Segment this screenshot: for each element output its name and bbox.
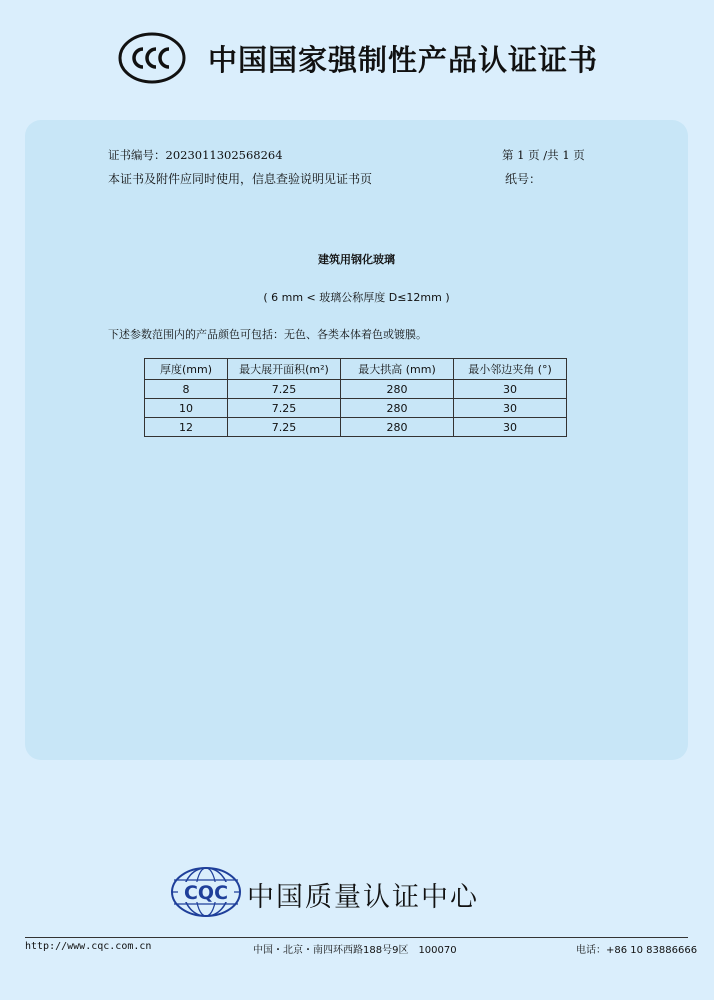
product-colors-note: 下述参数范围内的产品颜色可包括：无色、各类本体着色或镀膜。 [108, 328, 427, 341]
column-header-min-angle: 最小邻边夹角 (°) [454, 359, 567, 380]
usage-notice: 本证书及附件应同时使用，信息查验说明见证书页 [108, 172, 373, 186]
table-row [145, 418, 567, 437]
paper-number-label: 纸号： [505, 172, 542, 186]
table-cell: 30 [454, 418, 567, 437]
ccc-mark-icon [118, 32, 186, 84]
table-cell: 30 [454, 380, 567, 399]
cqc-logo-text: CQC [183, 882, 229, 904]
table-cell: 30 [454, 399, 567, 418]
column-header-thickness: 厚度(mm) [145, 359, 228, 380]
table-cell: 7.25 [228, 418, 341, 437]
footer-phone: 电话：+86 10 83886666 [576, 945, 698, 956]
table-cell: 12 [145, 418, 228, 437]
table-cell: 7.25 [228, 380, 341, 399]
table-cell: 280 [341, 418, 454, 437]
parameter-table [144, 358, 567, 437]
product-title: 建筑用钢化玻璃 [318, 253, 395, 266]
column-header-max-arch-height: 最大拱高 (mm) [341, 359, 454, 380]
certificate-number: 2023011302568264 [165, 148, 283, 162]
certificate-header [0, 0, 714, 115]
product-spec: ( 6 mm < 玻璃公称厚度 D≤12mm ) [263, 291, 450, 304]
table-row [145, 399, 567, 418]
footer-website: http://www.cqc.com.cn [25, 941, 152, 952]
footer-address: 中国・北京・南四环西路188号9区 100070 [253, 945, 457, 956]
table-cell: 8 [145, 380, 228, 399]
certificate-body [25, 120, 688, 760]
table-header-row [145, 359, 567, 380]
column-header-max-area: 最大展开面积(m²) [228, 359, 341, 380]
footer-divider [25, 937, 688, 938]
certificate-number-label: 证书编号： [108, 148, 166, 162]
page-info: 第 1 页 /共 1 页 [502, 148, 585, 162]
org-name: 中国质量认证中心 [247, 882, 479, 913]
table-row [145, 380, 567, 399]
cqc-globe-logo-icon [170, 866, 242, 918]
certificate-title: 中国国家强制性产品认证证书 [208, 43, 599, 77]
table-cell: 280 [341, 399, 454, 418]
table-cell: 280 [341, 380, 454, 399]
certificate-number-line [108, 147, 283, 163]
table-cell: 10 [145, 399, 228, 418]
table-cell: 7.25 [228, 399, 341, 418]
